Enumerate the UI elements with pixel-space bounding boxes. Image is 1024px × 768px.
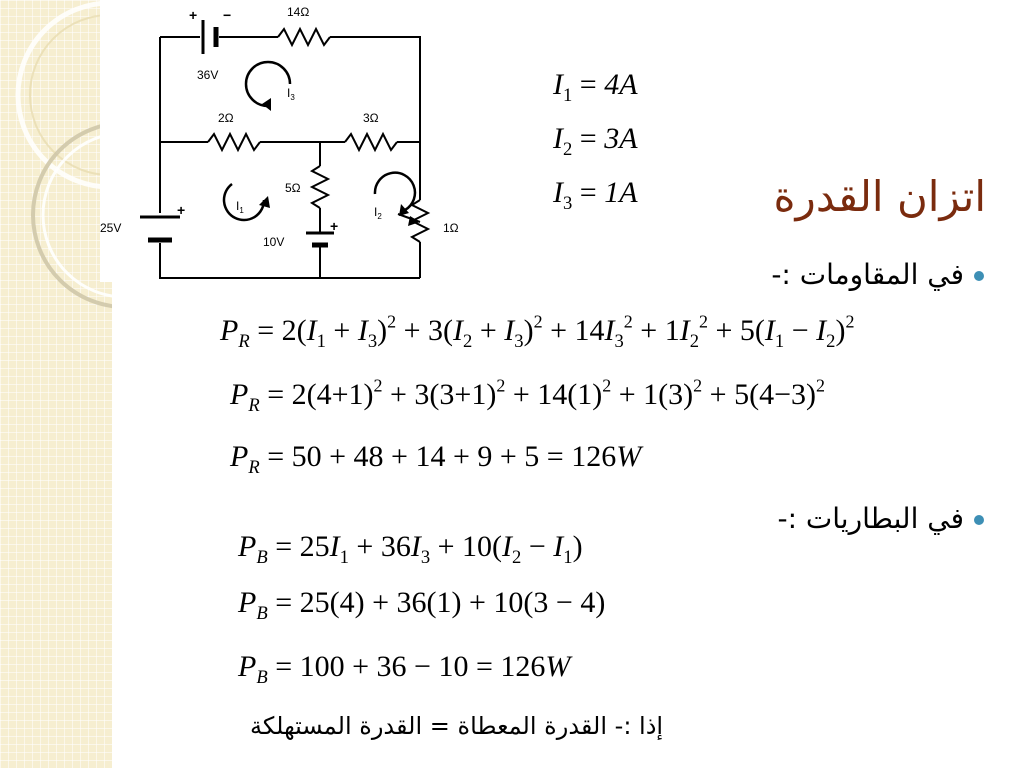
equation-pr-result: $P_R = 50 + 48 + 14 + 9 + 5 = 126W$ [230, 440, 642, 479]
conclusion-text: إذا :- القدرة المعطاة = القدرة المستهلكة [250, 712, 664, 740]
label-r2: 2Ω [218, 111, 234, 125]
slide-title: اتزان القدرة [773, 172, 986, 221]
bullet-dot-icon [974, 515, 984, 525]
label-r5: 5Ω [285, 181, 301, 195]
minus-sign-36v: − [223, 7, 232, 23]
current-i2: $I_2 = 3A$ [553, 122, 638, 161]
label-i1: $I_1$ [236, 199, 244, 215]
plus-sign-25v: + [177, 202, 186, 218]
label-i2: $I_2$ [374, 205, 382, 221]
equation-pr-formula: $P_R = 2(I_1 + I_3)^2 + 3(I_2 + I_3)^2 + 14I_3^2 + 1I_2^2 + 5(I_1 - I_2)^2$ [220, 311, 855, 353]
current-i3: $I_3 = 1A$ [553, 176, 638, 215]
loop-arrowhead-i2 [399, 204, 409, 216]
label-v10: 10V [263, 235, 285, 249]
equation-pb-result: $P_B = 100 + 36 - 10 = 126W$ [238, 650, 571, 689]
current-i1: $I_1 = 4A$ [553, 68, 638, 107]
label-v36: 36V [197, 68, 219, 82]
equation-pb-substituted: $P_B = 25(4) + 36(1) + 10(3 - 4)$ [238, 586, 606, 625]
bullet-batteries: في البطاريات :- [777, 502, 984, 535]
equation-pr-substituted: $P_R = 2(4+1)^2 + 3(3+1)^2 + 14(1)^2 + 1(3)^2 + 5(4-3)^2$ [230, 375, 825, 417]
label-v25: 25V [100, 221, 122, 235]
loop-arrowhead-i1 [259, 196, 270, 208]
plus-sign-36v: + [189, 7, 198, 23]
loop-arrowhead-i3 [262, 98, 271, 111]
label-r3: 3Ω [363, 111, 379, 125]
bullet-resistors: في المقاومات :- [771, 258, 984, 291]
label-r14: 14Ω [287, 5, 310, 19]
equation-pb-formula: $P_B = 25I_1 + 36I_3 + 10(I_2 - I_1)$ [238, 530, 583, 569]
label-i3: $I_3$ [287, 86, 295, 102]
bullet-dot-icon [974, 271, 984, 281]
circuit-diagram [0, 0, 480, 290]
plus-sign-10v: + [330, 218, 339, 234]
label-r1: 1Ω [443, 221, 459, 235]
